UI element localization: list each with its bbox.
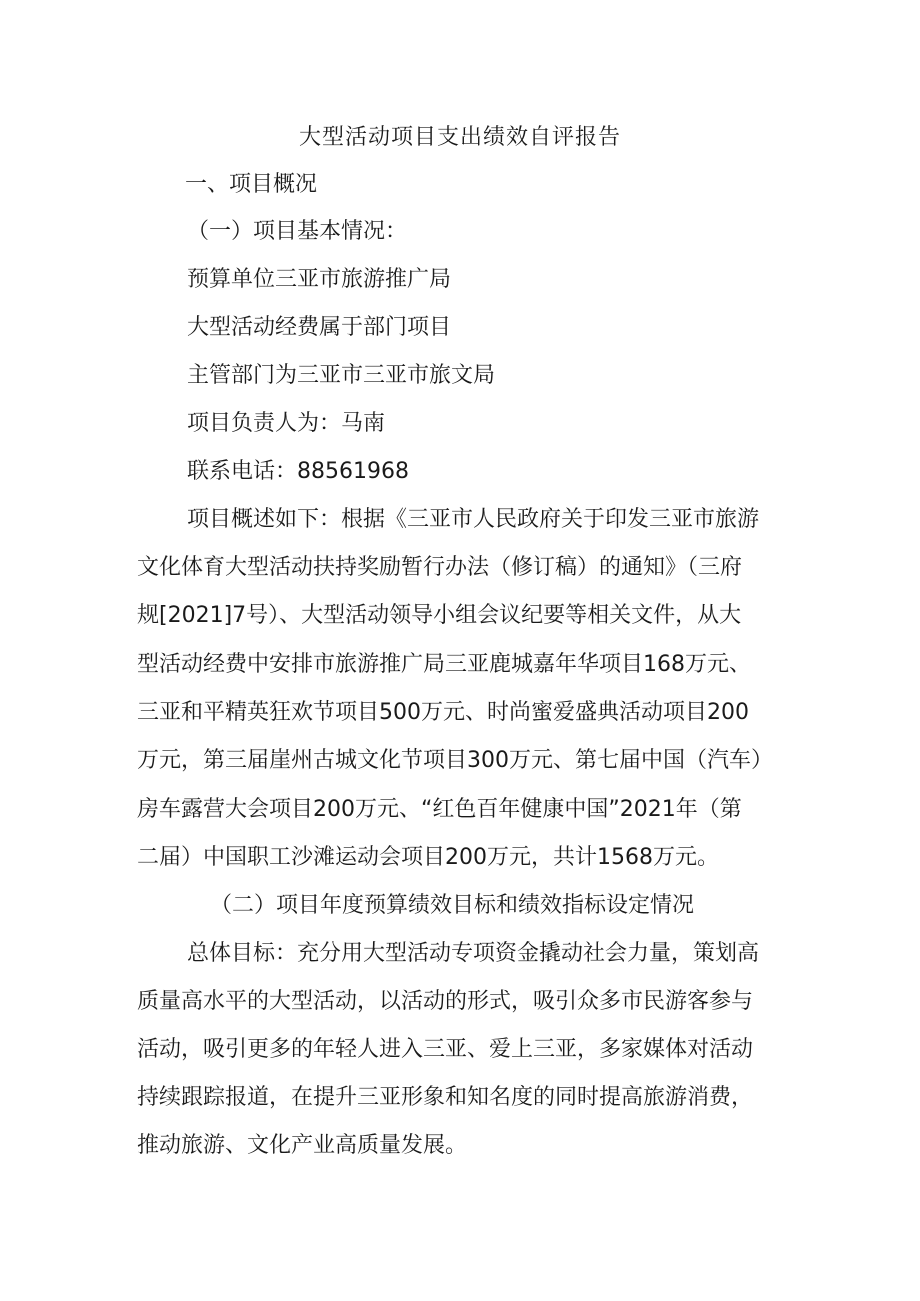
person-in-charge-line: 项目负责人为：马南 (187, 411, 386, 436)
overview-line: 房车露营大会项目200万元、“红色百年健康中国”2021年（第 (137, 797, 742, 822)
overview-line: 二届）中国职工沙滩运动会项目200万元，共计1568万元。 (137, 845, 719, 870)
subsection-heading-performance-goals: （二）项目年度预算绩效目标和绩效指标设定情况 (210, 893, 695, 918)
goal-line: 持续跟踪报道，在提升三亚形象和知名度的同时提高旅游消费， (137, 1085, 754, 1110)
goal-line: 活动，吸引更多的年轻人进入三亚、爱上三亚，多家媒体对活动 (137, 1037, 754, 1062)
section-heading-project-overview: 一、项目概况 (185, 172, 318, 197)
department-line: 主管部门为三亚市三亚市旅文局 (187, 363, 496, 388)
overview-line: 型活动经费中安排市旅游推广局三亚鹿城嘉年华项目168万元、 (137, 652, 751, 677)
overview-line: 文化体育大型活动扶持奖励暂行办法（修订稿）的通知》（三府 (137, 555, 743, 580)
overview-line: 项目概述如下：根据《三亚市人民政府关于印发三亚市旅游 (187, 507, 760, 532)
goal-line: 总体目标：充分用大型活动专项资金撬动社会力量，策划高 (187, 941, 760, 966)
subsection-heading-basic-info: （一）项目基本情况： (187, 219, 408, 244)
overview-line: 三亚和平精英狂欢节项目500万元、时尚蜜爱盛典活动项目200 (137, 700, 749, 725)
goal-line: 推动旅游、文化产业高质量发展。 (137, 1133, 468, 1158)
document-title: 大型活动项目支出绩效自评报告 (298, 125, 621, 150)
budget-unit-line: 预算单位三亚市旅游推广局 (187, 267, 452, 292)
project-type-line: 大型活动经费属于部门项目 (187, 315, 452, 340)
overview-line: 万元，第三届崖州古城文化节项目300万元、第七届中国（汽车） (137, 748, 773, 773)
overview-line: 规[2021]7号）、大型活动领导小组会议纪要等相关文件，从大 (137, 603, 742, 628)
goal-line: 质量高水平的大型活动，以活动的形式，吸引众多市民游客参与 (137, 989, 754, 1014)
contact-phone-line: 联系电话：88561968 (187, 459, 409, 484)
